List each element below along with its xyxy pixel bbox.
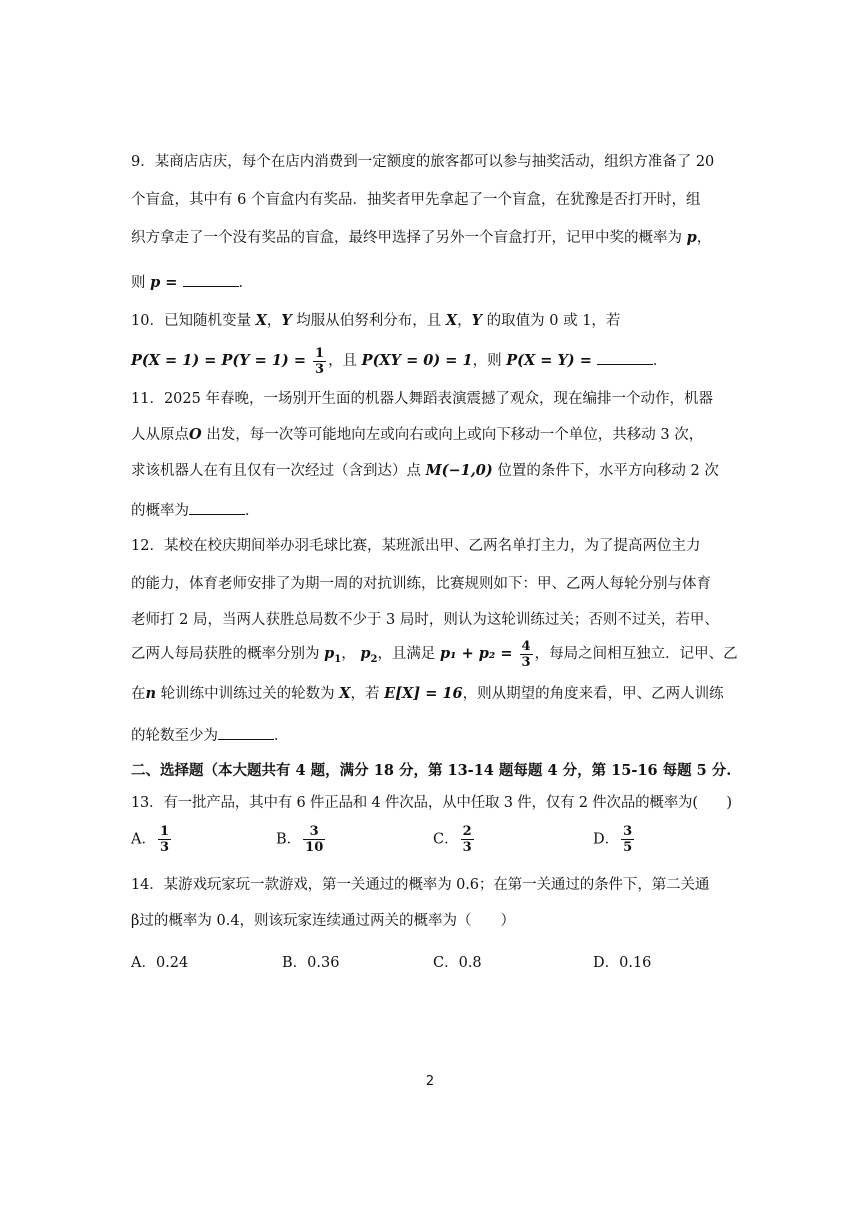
q10-text: ，则 [472,353,507,369]
q12-line-1: 12．某校在校庆期间举办羽毛球比赛，某班派出甲、乙两名单打主力，为了提高两位主力 [131,538,701,554]
q14-option-b: B．0.36 [282,955,340,971]
q11-text: ． [245,503,260,519]
var-x: X [255,312,267,329]
q13-option-d [593,824,636,855]
q12-line-5 [131,684,724,704]
q12-line-3: 老师打 2 局，当两人获胜总局数不少于 3 局时，则认为这轮训练过关；否则不过关，若甲、 [131,612,719,628]
denominator: 3 [315,361,325,377]
q10-text: ， [266,313,282,329]
denominator: 10 [305,840,324,855]
var-p2: p [360,645,371,662]
q11-text: 求该机器人在有且仅有一次经过（含到达）点 [131,463,426,479]
answer-blank [183,272,239,287]
q9-text: ， [696,230,712,246]
equals: = [160,274,183,291]
var-y: Y [471,312,483,329]
q12-text: ，则从期望的角度来看，甲、乙两人训练 [462,686,724,702]
option-label: C． [433,831,459,848]
q12-text: ，若 [350,686,385,702]
fraction [520,639,533,670]
q11-text: 位置的条件下，水平方向移动 2 次 [492,463,719,479]
q12-text: 乙两人每局获胜的概率分别为 [131,646,325,662]
sum-expr: p₁ + p₂ = [440,645,518,662]
q11-line-1: 11．2025 年春晚，一场别开生面的机器人舞蹈表演震撼了观众，现在编排一个动作，机器 [131,391,713,407]
prob-expr: P(X = Y) = [506,352,597,369]
q12-line-2: 的能力，体育老师安排了为期一周的对抗训练，比赛规则如下：甲、乙两人每轮分别与体育 [131,576,711,592]
q14-option-a: A．0.24 [131,955,189,971]
point-m: M(−1,0) [425,462,493,479]
var-n: n [145,685,157,702]
numerator: 1 [159,824,170,839]
fraction [621,824,634,855]
subscript: 2 [370,653,378,665]
var-x: X [339,685,351,702]
q12-line-4 [131,638,738,676]
numerator: 2 [462,824,472,839]
q13-option-b [276,824,327,855]
q13-option-a [131,824,173,855]
var-p: p [150,274,161,291]
q11-line-2 [131,425,703,445]
option-label: B． [276,831,302,848]
q12-text: 轮训练中训练过关的轮数为 [156,686,340,702]
q11-text: 人从原点 [131,427,189,443]
numerator: 1 [315,345,325,361]
q10-line-1 [131,311,620,331]
denominator: 3 [521,654,531,670]
q9-text: ． [238,275,253,291]
q14-option-d: D．0.16 [593,955,652,971]
q12-text: ，且满足 [377,646,441,662]
q11-text: 的概率为 [131,503,189,519]
q10-text: ，且 [328,353,362,369]
denominator: 3 [159,840,170,855]
q10-text: 10．已知随机变量 [131,313,256,329]
q13-option-c [433,824,476,855]
var-x: X [445,312,458,329]
fraction [303,824,325,855]
denominator: 3 [462,840,472,855]
q9-line-3 [131,228,711,248]
option-label: A． [131,831,156,848]
subscript: 1 [334,653,342,665]
q12-text: ． [274,728,289,744]
fraction [158,824,171,855]
numerator: 4 [521,638,531,654]
var-y: Y [281,312,292,329]
q12-line-6 [131,725,289,746]
fraction [461,824,474,855]
var-p: p [686,229,697,246]
q12-text: 的轮数至少为 [131,728,218,744]
section-2-header: 二、选择题（本大题共有 4 题，满分 18 分，第 13-14 题每题 4 分，第 15-16 每题 5 分. [131,762,732,779]
numerator: 3 [303,824,325,840]
page-number: 2 [425,1074,435,1089]
q10-text: ． [652,353,668,369]
q9-line-4 [131,272,253,293]
q14-option-c: C．0.8 [433,955,482,971]
var-o: O [189,426,202,443]
q10-text: 均服从伯努利分布，且 [291,313,446,329]
prob-expr: P(XY = 0) = 1 [361,352,473,369]
option-label: D． [593,831,620,848]
q10-line-2 [131,345,667,377]
numerator: 3 [623,824,633,839]
answer-blank [218,725,274,740]
q9-text: 则 [131,275,151,291]
q11-line-3 [131,461,719,481]
fraction [313,346,326,377]
q10-text: ， [457,313,472,329]
q14-line-2: β过的概率为 0.4，则该玩家连续通过两关的概率为（ ） [131,913,516,929]
answer-blank [597,350,653,365]
var-p1: p [324,645,335,662]
q9-line-2: 个盲盒，其中有 6 个盲盒内有奖品．抽奖者甲先拿起了一个盲盒，在犹豫是否打开时，组 [131,192,701,208]
q9-line-1: 9．某商店店庆，每个在店内消费到一定额度的旅客都可以参与抽奖活动，组织方准备了 20 [131,154,715,170]
q12-text: 在 [131,686,146,702]
q14-line-1: 14．某游戏玩家玩一款游戏，第一关通过的概率为 0.6；在第一关通过的条件下，第二关通 [131,877,710,893]
q12-text: ，每局之间相互独立．记甲、乙 [534,646,738,662]
q11-text: 出发，每一次等可能地向左或向右或向上或向下移动一个单位，共移动 3 次， [201,427,704,443]
expectation-expr: E[X] = 16 [384,685,463,702]
denominator: 5 [623,840,633,855]
q12-text: ， [341,646,361,662]
prob-expr: P(X = 1) = P(Y = 1) = [131,352,312,369]
q9-text: 织方拿走了一个没有奖品的盲盒，最终甲选择了另外一个盲盒打开，记甲中奖的概率为 [131,230,687,246]
q11-line-4 [131,500,260,521]
q13-stem: 13．有一批产品，其中有 6 件正品和 4 件次品，从中任取 3 件，仅有 2 件次品的概率为( ) [131,795,732,811]
q10-text: 的取值为 0 或 1，若 [482,313,621,329]
answer-blank [189,500,245,515]
